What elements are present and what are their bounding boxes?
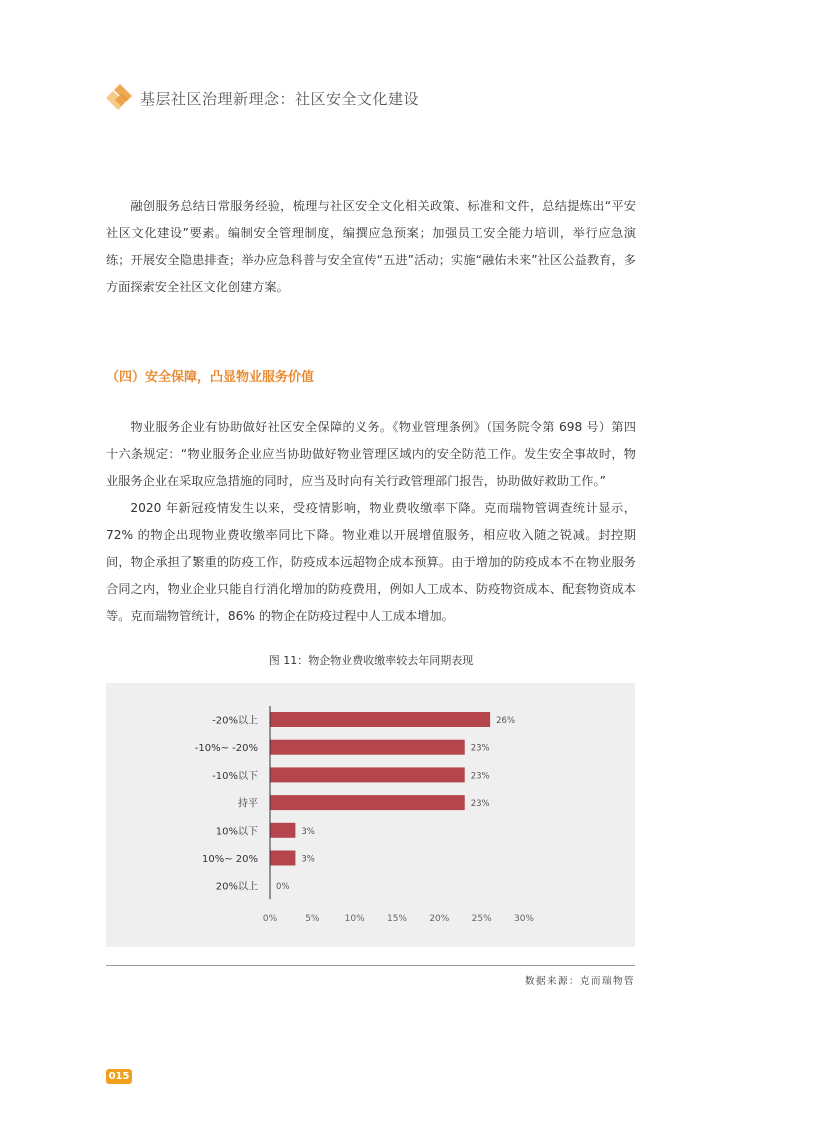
bar-chart-container: [106, 683, 635, 947]
bar: [270, 795, 465, 810]
x-tick-label: 30%: [513, 914, 535, 924]
body-paragraph-covid-impact: 2020 年新冠疫情发生以来，受疫情影响，物业费收缴率下降。克而瑞物管调查统计显示，72% 的物企出现物业费收缴率同比下降。物业难以开展增值服务，相应收入随之锐减。封控期间，物企承担了繁重的防疫工作，防疫成本远超物企成本预算。由于增加的防疫成本不在物业服务合同之内，物业企业只能自行消化增加的防疫费用，例如人工成本、防疫物资成本、配套物资成本等。克而瑞物管统计，86% 的物企在防疫过程中人工成本增加。: [106, 501, 636, 623]
category-label: 10%~ 20%: [201, 854, 258, 865]
x-tick-label: 15%: [386, 914, 408, 924]
bar: [270, 740, 465, 755]
body-paragraph-safety-culture: 融创服务总结日常服务经验，梳理与社区安全文化相关政策、标准和文件，总结提炼出“平安社区文化建设”要素。编制安全管理制度，编撰应急预案；加强员工安全能力培训，举行应急演练；开展安全隐患排查；举办应急科普与安全宣传“五进”活动；实施“融佑未来”社区公益教育，多方面探索安全社区文化创建方案。: [106, 199, 636, 294]
data-label: 3%: [301, 854, 315, 865]
data-label: 23%: [470, 799, 490, 810]
page-number-badge: 015: [106, 1069, 132, 1084]
bar-chart: [106, 683, 635, 947]
x-tick-label: 10%: [344, 914, 365, 924]
data-label: 3%: [301, 826, 315, 837]
data-label: 0%: [276, 882, 290, 893]
category-label: 20%以上: [215, 881, 258, 893]
figure-caption: 图 11：物企物业费收缴率较去年同期表现: [268, 654, 474, 667]
data-label: 26%: [496, 716, 516, 726]
bar: [270, 851, 295, 866]
x-tick-label: 25%: [471, 914, 492, 924]
bar: [270, 767, 465, 782]
x-tick-label: 5%: [305, 914, 320, 924]
data-label: 23%: [470, 771, 490, 782]
data-label: 23%: [470, 743, 490, 754]
x-tick-label: 20%: [429, 914, 450, 924]
diagonal-stripes-logo-icon: [104, 82, 136, 112]
category-label: 持平: [238, 798, 258, 810]
body-paragraph-regulation: 物业服务企业有协助做好社区安全保障的义务。《物业管理条例》（国务院令第 698 号）第四十六条规定：“物业服务企业应当协助做好物业管理区域内的安全防范工作。发生安全事故时，物业服务企业在采取应急措施的同时，应当及时向有关行政管理部门报告，协助做好救助工作。”: [106, 420, 636, 488]
divider-line: [106, 965, 635, 966]
category-label: -10%以下: [212, 770, 258, 782]
bar: [270, 712, 490, 727]
category-label: 10%以下: [215, 826, 258, 838]
section-heading: （四）安全保障，凸显物业服务价值: [106, 370, 315, 385]
category-label: -20%以上: [212, 715, 258, 727]
running-header-title: 基层社区治理新理念：社区安全文化建设: [140, 90, 420, 108]
category-label: -10%~ -20%: [194, 743, 258, 755]
bar: [270, 823, 295, 838]
data-source-note: 数据来源：克而瑞物管: [524, 976, 635, 987]
x-tick-label: 0%: [262, 914, 278, 924]
